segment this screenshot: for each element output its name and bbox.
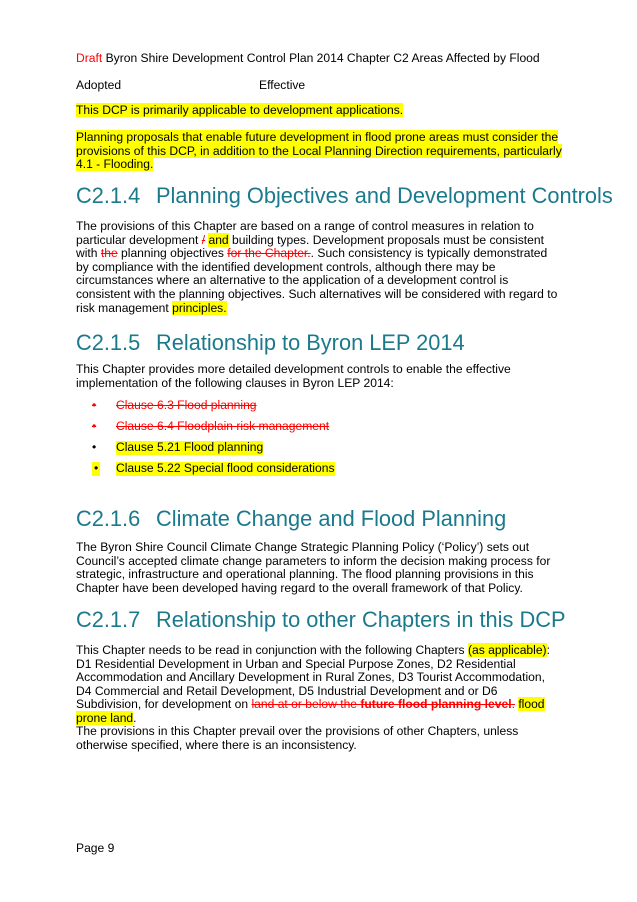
list-item: • Clause 5.21 Flood planning — [92, 440, 264, 454]
planning-objectives-paragraph: The provisions of this Chapter are based on a range of control measures in relation to particular development / and building types. Development proposals must be consistent with the planning objectives for the Chapter.. Such consistency is typically demonstrated by compliance with the identified development controls, although there may be circumstances where an alternative to the application of a development control is consistent with the planning objectives. Such alternatives will be considered with regard to risk management principles. — [76, 219, 558, 315]
list-item: • Clause 5.22 Special flood considerations — [94, 461, 335, 475]
header-title: Byron Shire Development Control Plan 2014 Chapter C2 Areas Affected by Flood — [102, 51, 540, 65]
intro-paragraph-2: Planning proposals that enable future development in flood prone areas must consider the provisions of this DCP, in addition to the Local Planning Direction requirements, particularly 4.1 - Flooding. — [76, 130, 562, 172]
page-number: Page 9 — [76, 841, 115, 855]
list-item: • Clause 6.3 Flood planning — [92, 398, 257, 412]
lep-paragraph: This Chapter provides more detailed development controls to enable the effective implementation of the following clauses in Byron LEP 2014: — [76, 362, 511, 390]
heading-c2-1-4: C2.1.4 Planning Objectives and Development Controls — [76, 183, 613, 208]
other-chapters-paragraph: This Chapter needs to be read in conjunction with the following Chapters (as applicable): D1 Residential Development in Urban and Special Purpose Zones, D2 Residential Accommodation and Ancillary Development in Rural Zones, D3 Tourist Accommodation, D4 Commercial and Retail Development, D5 Industrial Development and or D6 Subdivision, for development on land at or below the future flood planning level. flood prone land. — [76, 643, 550, 725]
draft-marker: Draft — [76, 51, 103, 65]
climate-change-paragraph: The Byron Shire Council Climate Change Strategic Planning Policy (‘Policy’) sets out Council’s accepted climate change parameters to inform the decision making process for strategic, infrastructure and operational planning. The flood planning provisions in this Chapter have been developed having regard to the overall framework of that Policy. — [76, 540, 551, 595]
heading-c2-1-7: C2.1.7 Relationship to other Chapters in this DCP — [76, 607, 566, 632]
document-header — [76, 52, 566, 66]
lep-clause-list — [76, 399, 566, 483]
prevail-paragraph: The provisions in this Chapter prevail over the provisions of other Chapters, unless otherwise specified, where there is an inconsistency. — [76, 724, 519, 752]
adopted-label: Adopted — [76, 78, 122, 92]
heading-c2-1-5: C2.1.5 Relationship to Byron LEP 2014 — [76, 330, 465, 355]
list-item: • Clause 6.4 Floodplain risk management — [92, 419, 330, 433]
heading-c2-1-6: C2.1.6 Climate Change and Flood Planning — [76, 506, 507, 531]
effective-label: Effective — [259, 78, 306, 92]
intro-paragraph-1: This DCP is primarily applicable to development applications. — [76, 103, 404, 117]
adoption-line — [76, 79, 566, 93]
